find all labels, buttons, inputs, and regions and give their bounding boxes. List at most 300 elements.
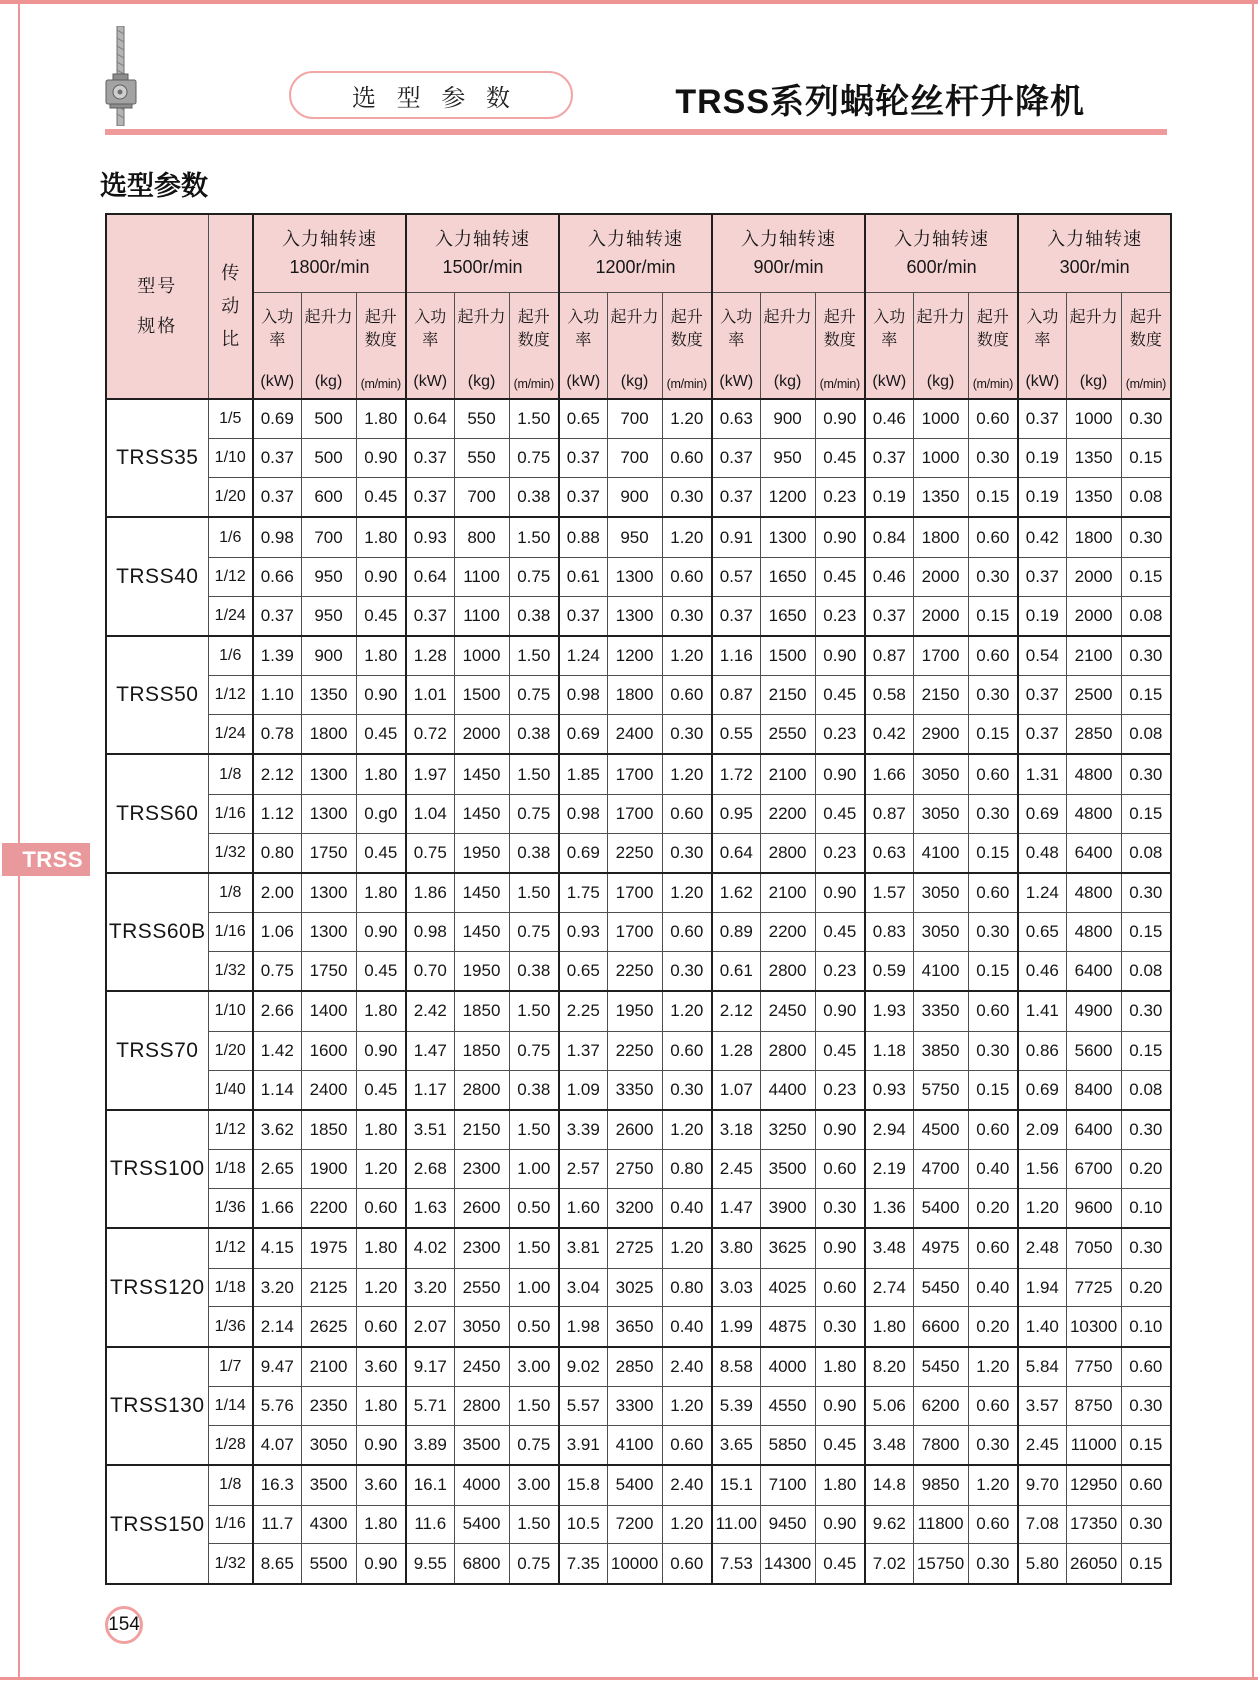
- sub-column-unit: (m/min): [666, 377, 707, 391]
- table-row: [106, 952, 1171, 992]
- sub-column-label-line: 起升: [670, 309, 703, 326]
- sub-column-header: [968, 293, 1018, 400]
- value-cell: 1.50: [509, 754, 559, 794]
- value-cell: 1650: [760, 557, 815, 596]
- value-cell: 1.20: [356, 1150, 406, 1189]
- value-cell: 0.30: [1121, 399, 1171, 439]
- sub-column-unit: (m/min): [1125, 377, 1166, 391]
- header-row-subcolumns: [106, 293, 1171, 400]
- model-cell: TRSS60B: [106, 873, 208, 991]
- value-cell: 900: [301, 636, 356, 676]
- value-cell: 0.37: [253, 596, 301, 636]
- value-cell: 2.66: [253, 991, 301, 1031]
- value-cell: 10000: [607, 1544, 662, 1584]
- value-cell: 0.23: [815, 715, 865, 755]
- value-cell: 15.8: [559, 1465, 607, 1505]
- value-cell: 1.80: [356, 1387, 406, 1426]
- sub-column-header: [865, 293, 913, 400]
- value-cell: 1.60: [559, 1188, 607, 1228]
- value-cell: 1200: [760, 478, 815, 518]
- value-cell: 0.40: [968, 1268, 1018, 1307]
- ratio-cell: 1/16: [208, 913, 253, 952]
- ratio-cell: 1/5: [208, 399, 253, 439]
- ratio-cell: 1/24: [208, 715, 253, 755]
- value-cell: 3050: [301, 1425, 356, 1465]
- value-cell: 700: [607, 399, 662, 439]
- ratio-cell: 1/14: [208, 1387, 253, 1426]
- value-cell: 1700: [607, 754, 662, 794]
- value-cell: 1.20: [356, 1268, 406, 1307]
- value-cell: 4800: [1066, 913, 1121, 952]
- value-cell: 0.80: [253, 833, 301, 873]
- value-cell: 0.30: [1121, 517, 1171, 557]
- value-cell: 0.90: [815, 517, 865, 557]
- value-cell: 0.45: [815, 913, 865, 952]
- value-cell: 0.60: [662, 1425, 712, 1465]
- value-cell: 0.30: [815, 1188, 865, 1228]
- ratio-header: [208, 214, 253, 399]
- value-cell: 0.19: [1018, 439, 1066, 478]
- value-cell: 1.50: [509, 399, 559, 439]
- value-cell: 0.75: [509, 1031, 559, 1070]
- value-cell: 0.10: [1121, 1307, 1171, 1347]
- sub-column-header-content: [663, 293, 712, 398]
- value-cell: 1650: [760, 596, 815, 636]
- sub-column-header: [509, 293, 559, 400]
- value-cell: 1350: [1066, 439, 1121, 478]
- value-cell: 0.90: [356, 1544, 406, 1584]
- value-cell: 0.90: [356, 1425, 406, 1465]
- value-cell: 0.40: [662, 1307, 712, 1347]
- sub-column-unit: (kg): [467, 373, 496, 390]
- value-cell: 17350: [1066, 1505, 1121, 1544]
- value-cell: 1.80: [356, 1110, 406, 1150]
- value-cell: 2.00: [253, 873, 301, 913]
- speed-group-value: 900r/min: [753, 256, 824, 277]
- sub-column-header-content: [608, 293, 662, 398]
- value-cell: 1700: [607, 873, 662, 913]
- value-cell: 1.20: [662, 873, 712, 913]
- sub-column-header: [1066, 293, 1121, 400]
- value-cell: 1850: [454, 991, 509, 1031]
- value-cell: 2.48: [1018, 1228, 1066, 1268]
- value-cell: 4.15: [253, 1228, 301, 1268]
- table-row: [106, 1387, 1171, 1426]
- value-cell: 0.84: [865, 517, 913, 557]
- value-cell: 0.61: [712, 952, 760, 992]
- value-cell: 0.23: [815, 1070, 865, 1110]
- value-cell: 4000: [760, 1347, 815, 1387]
- value-cell: 0.98: [559, 794, 607, 833]
- value-cell: 0.57: [712, 557, 760, 596]
- value-cell: 0.90: [815, 636, 865, 676]
- value-cell: 0.23: [815, 833, 865, 873]
- value-cell: 1.31: [1018, 754, 1066, 794]
- value-cell: 0.15: [1121, 1425, 1171, 1465]
- table-head: [106, 214, 1171, 399]
- value-cell: 0.93: [865, 1070, 913, 1110]
- value-cell: 7750: [1066, 1347, 1121, 1387]
- value-cell: 2800: [760, 1031, 815, 1070]
- value-cell: 1950: [454, 833, 509, 873]
- value-cell: 0.15: [1121, 1031, 1171, 1070]
- sub-column-label-line: 起升: [364, 309, 397, 326]
- value-cell: 0.54: [1018, 636, 1066, 676]
- value-cell: 0.30: [968, 794, 1018, 833]
- value-cell: 5500: [301, 1544, 356, 1584]
- value-cell: 2.74: [865, 1268, 913, 1307]
- sub-column-label-line: 数度: [976, 332, 1009, 350]
- ratio-cell: 1/18: [208, 1268, 253, 1307]
- value-cell: 3350: [607, 1070, 662, 1110]
- sub-column-unit: (m/min): [360, 377, 401, 391]
- value-cell: 3.48: [865, 1228, 913, 1268]
- value-cell: 2000: [913, 557, 968, 596]
- value-cell: 3200: [607, 1188, 662, 1228]
- sub-column-unit: (m/min): [819, 377, 860, 391]
- value-cell: 2100: [760, 754, 815, 794]
- value-cell: 900: [607, 478, 662, 518]
- value-cell: 0.38: [509, 833, 559, 873]
- sub-column-unit: (kg): [1079, 373, 1108, 390]
- table-row: [106, 715, 1171, 755]
- value-cell: 0.45: [356, 952, 406, 992]
- value-cell: 1.75: [559, 873, 607, 913]
- value-cell: 1.80: [356, 1505, 406, 1544]
- sub-column-label-line: 数度: [1129, 332, 1162, 350]
- table-row: [106, 676, 1171, 715]
- value-cell: 4100: [913, 833, 968, 873]
- sub-column-label-line: 起升: [517, 309, 550, 326]
- sub-column-header: [662, 293, 712, 400]
- value-cell: 1.47: [406, 1031, 454, 1070]
- value-cell: 1.50: [509, 1110, 559, 1150]
- value-cell: 1700: [607, 913, 662, 952]
- value-cell: 950: [301, 557, 356, 596]
- value-cell: 3050: [913, 913, 968, 952]
- value-cell: 0.30: [1121, 1387, 1171, 1426]
- table-row: [106, 1465, 1171, 1505]
- table-row: [106, 1031, 1171, 1070]
- value-cell: 16.3: [253, 1465, 301, 1505]
- value-cell: 0.75: [509, 913, 559, 952]
- value-cell: 6400: [1066, 833, 1121, 873]
- value-cell: 1.20: [662, 1228, 712, 1268]
- value-cell: 0.58: [865, 676, 913, 715]
- value-cell: 8750: [1066, 1387, 1121, 1426]
- value-cell: 0.75: [509, 439, 559, 478]
- value-cell: 1.00: [509, 1268, 559, 1307]
- value-cell: 0.60: [662, 913, 712, 952]
- value-cell: 12950: [1066, 1465, 1121, 1505]
- speed-group-header: [559, 214, 712, 293]
- value-cell: 0.40: [968, 1150, 1018, 1189]
- value-cell: 1.20: [662, 1505, 712, 1544]
- value-cell: 1000: [913, 439, 968, 478]
- value-cell: 1.16: [712, 636, 760, 676]
- value-cell: 0.48: [1018, 833, 1066, 873]
- value-cell: 0.61: [559, 557, 607, 596]
- value-cell: 0.08: [1121, 833, 1171, 873]
- value-cell: 3050: [913, 754, 968, 794]
- value-cell: 1800: [913, 517, 968, 557]
- value-cell: 8400: [1066, 1070, 1121, 1110]
- value-cell: 0.30: [662, 1070, 712, 1110]
- value-cell: 1.12: [253, 794, 301, 833]
- value-cell: 4.02: [406, 1228, 454, 1268]
- value-cell: 3.60: [356, 1465, 406, 1505]
- speed-group-header: [865, 214, 1018, 293]
- value-cell: 0.08: [1121, 1070, 1171, 1110]
- ratio-cell: 1/20: [208, 478, 253, 518]
- value-cell: 0.90: [356, 557, 406, 596]
- ratio-cell: 1/7: [208, 1347, 253, 1387]
- value-cell: 0.75: [509, 676, 559, 715]
- value-cell: 0.69: [559, 715, 607, 755]
- value-cell: 1.20: [662, 517, 712, 557]
- table-row: [106, 794, 1171, 833]
- speed-group-header: [1018, 214, 1171, 293]
- value-cell: 0.38: [509, 596, 559, 636]
- value-cell: 5.06: [865, 1387, 913, 1426]
- value-cell: 0.83: [865, 913, 913, 952]
- value-cell: 4550: [760, 1387, 815, 1426]
- sub-column-header: [559, 293, 607, 400]
- value-cell: 1.50: [509, 991, 559, 1031]
- value-cell: 10300: [1066, 1307, 1121, 1347]
- value-cell: 3500: [454, 1425, 509, 1465]
- value-cell: 1800: [301, 715, 356, 755]
- value-cell: 1.99: [712, 1307, 760, 1347]
- value-cell: 1.50: [509, 636, 559, 676]
- value-cell: 1.80: [815, 1347, 865, 1387]
- sub-column-label: [1019, 306, 1066, 352]
- value-cell: 0.65: [559, 399, 607, 439]
- value-cell: 10.5: [559, 1505, 607, 1544]
- sub-column-header-content: [866, 293, 913, 398]
- value-cell: 2200: [760, 794, 815, 833]
- value-cell: 5400: [607, 1465, 662, 1505]
- value-cell: 9.62: [865, 1505, 913, 1544]
- value-cell: 2350: [301, 1387, 356, 1426]
- value-cell: 0.20: [1121, 1268, 1171, 1307]
- value-cell: 2600: [454, 1188, 509, 1228]
- value-cell: 0.45: [815, 557, 865, 596]
- value-cell: 2.42: [406, 991, 454, 1031]
- value-cell: 0.37: [712, 439, 760, 478]
- value-cell: 2.68: [406, 1150, 454, 1189]
- page-border-right: [1252, 2, 1254, 1678]
- ratio-cell: 1/12: [208, 1110, 253, 1150]
- value-cell: 3.57: [1018, 1387, 1066, 1426]
- sub-column-label-line: 入功率: [414, 309, 447, 350]
- value-cell: 0.90: [815, 1110, 865, 1150]
- value-cell: 800: [454, 517, 509, 557]
- value-cell: 1.42: [253, 1031, 301, 1070]
- value-cell: 4000: [454, 1465, 509, 1505]
- value-cell: 1200: [607, 636, 662, 676]
- value-cell: 1350: [913, 478, 968, 518]
- value-cell: 2300: [454, 1228, 509, 1268]
- value-cell: 5.57: [559, 1387, 607, 1426]
- sub-column-label: [518, 306, 550, 352]
- value-cell: 0.30: [968, 439, 1018, 478]
- value-cell: 0.70: [406, 952, 454, 992]
- value-cell: 1.98: [559, 1307, 607, 1347]
- model-cell: TRSS70: [106, 991, 208, 1109]
- value-cell: 9450: [760, 1505, 815, 1544]
- value-cell: 0.63: [865, 833, 913, 873]
- value-cell: 2000: [454, 715, 509, 755]
- value-cell: 0.30: [968, 913, 1018, 952]
- value-cell: 1.20: [968, 1465, 1018, 1505]
- value-cell: 1300: [607, 596, 662, 636]
- value-cell: 0.45: [356, 596, 406, 636]
- sub-column-header-content: [761, 293, 815, 398]
- value-cell: 0.30: [815, 1307, 865, 1347]
- value-cell: 1450: [454, 794, 509, 833]
- sub-column-header-content: [1067, 293, 1121, 398]
- sub-column-unit: (kW): [413, 373, 448, 390]
- value-cell: 2800: [760, 833, 815, 873]
- value-cell: 0.60: [968, 991, 1018, 1031]
- value-cell: 0.42: [865, 715, 913, 755]
- model-cell: TRSS40: [106, 517, 208, 635]
- ratio-cell: 1/20: [208, 1031, 253, 1070]
- table-row: [106, 1070, 1171, 1110]
- sub-column-unit: (kW): [1025, 373, 1060, 390]
- table-row: [106, 1110, 1171, 1150]
- value-cell: 0.37: [559, 439, 607, 478]
- sub-column-header: [815, 293, 865, 400]
- value-cell: 0.90: [815, 399, 865, 439]
- value-cell: 1.63: [406, 1188, 454, 1228]
- value-cell: 0.19: [865, 478, 913, 518]
- value-cell: 7050: [1066, 1228, 1121, 1268]
- value-cell: 2.45: [1018, 1425, 1066, 1465]
- value-cell: 1.47: [712, 1188, 760, 1228]
- value-cell: 3.20: [253, 1268, 301, 1307]
- table-row: [106, 478, 1171, 518]
- sub-column-header-content: [914, 293, 968, 398]
- value-cell: 0.72: [406, 715, 454, 755]
- value-cell: 1.20: [968, 1347, 1018, 1387]
- ratio-cell: 1/32: [208, 1544, 253, 1584]
- value-cell: 1450: [454, 754, 509, 794]
- value-cell: 4875: [760, 1307, 815, 1347]
- table-row: [106, 517, 1171, 557]
- value-cell: 9.02: [559, 1347, 607, 1387]
- value-cell: 0.30: [968, 1031, 1018, 1070]
- value-cell: 14.8: [865, 1465, 913, 1505]
- value-cell: 1.94: [1018, 1268, 1066, 1307]
- value-cell: 0.15: [968, 596, 1018, 636]
- value-cell: 2400: [301, 1070, 356, 1110]
- sub-column-label-line: 起升力: [763, 309, 812, 326]
- sub-column-label-line: 入功率: [720, 309, 753, 350]
- value-cell: 3050: [454, 1307, 509, 1347]
- value-cell: 3.03: [712, 1268, 760, 1307]
- value-cell: 11800: [913, 1505, 968, 1544]
- value-cell: 1.97: [406, 754, 454, 794]
- ratio-cell: 1/6: [208, 517, 253, 557]
- value-cell: 0.90: [356, 676, 406, 715]
- value-cell: 0.37: [559, 478, 607, 518]
- value-cell: 1.40: [1018, 1307, 1066, 1347]
- value-cell: 7.53: [712, 1544, 760, 1584]
- value-cell: 2800: [760, 952, 815, 992]
- ratio-cell: 1/18: [208, 1150, 253, 1189]
- value-cell: 0.37: [712, 478, 760, 518]
- value-cell: 7.02: [865, 1544, 913, 1584]
- value-cell: 0.30: [1121, 1505, 1171, 1544]
- value-cell: 0.08: [1121, 596, 1171, 636]
- value-cell: 0.60: [356, 1188, 406, 1228]
- value-cell: 1.80: [356, 754, 406, 794]
- ratio-cell: 1/36: [208, 1307, 253, 1347]
- value-cell: 0.46: [865, 557, 913, 596]
- value-cell: 1.80: [815, 1465, 865, 1505]
- value-cell: 0.19: [1018, 478, 1066, 518]
- value-cell: 0.90: [356, 913, 406, 952]
- sub-column-label: [407, 306, 454, 352]
- value-cell: 0.60: [968, 1110, 1018, 1150]
- value-cell: 1.80: [865, 1307, 913, 1347]
- value-cell: 2.65: [253, 1150, 301, 1189]
- value-cell: 1750: [301, 952, 356, 992]
- value-cell: 6700: [1066, 1150, 1121, 1189]
- value-cell: 2.94: [865, 1110, 913, 1150]
- speed-group-header: [253, 214, 406, 293]
- model-spec-header-line: 规格: [137, 315, 178, 336]
- model-cell: TRSS100: [106, 1110, 208, 1228]
- sub-column-header-content: [1122, 293, 1171, 398]
- value-cell: 1.50: [509, 1505, 559, 1544]
- value-cell: 6400: [1066, 952, 1121, 992]
- value-cell: 3350: [913, 991, 968, 1031]
- value-cell: 11000: [1066, 1425, 1121, 1465]
- sub-column-label-line: 入功率: [873, 309, 906, 350]
- ratio-cell: 1/8: [208, 873, 253, 913]
- speed-group-title: 入力轴转速: [282, 228, 377, 249]
- sub-column-label: [458, 306, 506, 329]
- value-cell: 2900: [913, 715, 968, 755]
- value-cell: 0.30: [662, 833, 712, 873]
- value-cell: 1.57: [865, 873, 913, 913]
- value-cell: 2000: [1066, 557, 1121, 596]
- sub-column-header: [301, 293, 356, 400]
- value-cell: 0.10: [1121, 1188, 1171, 1228]
- ratio-cell: 1/36: [208, 1188, 253, 1228]
- value-cell: 1.18: [865, 1031, 913, 1070]
- sub-column-unit: (kg): [314, 373, 343, 390]
- value-cell: 0.98: [253, 517, 301, 557]
- header-divider: [105, 129, 1167, 135]
- value-cell: 2150: [913, 676, 968, 715]
- value-cell: 0.59: [865, 952, 913, 992]
- value-cell: 15.1: [712, 1465, 760, 1505]
- value-cell: 1.66: [865, 754, 913, 794]
- value-cell: 0.37: [1018, 399, 1066, 439]
- table-row: [106, 833, 1171, 873]
- value-cell: 0.30: [1121, 873, 1171, 913]
- value-cell: 1.85: [559, 754, 607, 794]
- value-cell: 1.20: [662, 1110, 712, 1150]
- table-row: [106, 1188, 1171, 1228]
- value-cell: 2250: [607, 952, 662, 992]
- value-cell: 3.20: [406, 1268, 454, 1307]
- ratio-cell: 1/10: [208, 439, 253, 478]
